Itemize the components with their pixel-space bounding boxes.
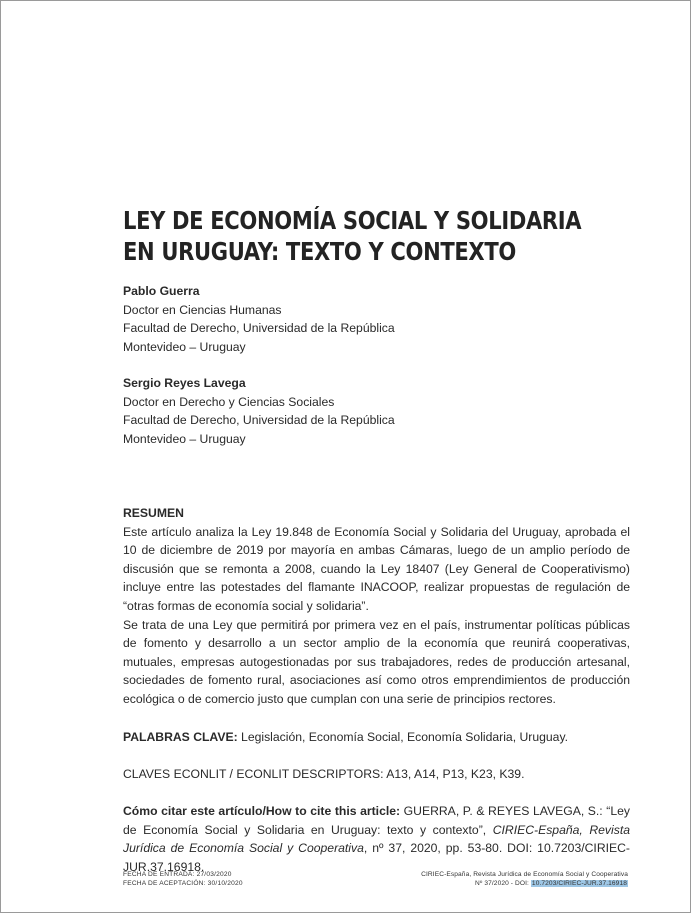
abstract-paragraph-1: Este artículo analiza la Ley 19.848 de Economía Social y Solidaria del Uruguay, aprobada el 10 de diciembre de 2019 por mayoría en ambas Cámaras, luego de un amplio período de discusión que se remonta a 2008, cuando la Ley 18407 (Ley General de Cooperativismo) incluye entre las potestades del flamante INACOOP, realizar propuestas de regulación de “otras formas de economía social y solidaria”.: [123, 524, 630, 613]
footer-journal: [421, 870, 628, 888]
accepted-date: FECHA DE ACEPTACIÓN: 30/10/2020: [123, 880, 243, 887]
author-institution: Facultad de Derecho, Universidad de la República: [123, 413, 395, 427]
author-block-1: [123, 282, 643, 356]
author-block-2: [123, 374, 643, 448]
author-location: Montevideo – Uruguay: [123, 339, 246, 354]
keywords-label: PALABRAS CLAVE:: [123, 730, 238, 744]
author-degree: Doctor en Derecho y Ciencias Sociales: [123, 394, 335, 409]
econlit-descriptors: CLAVES ECONLIT / ECONLIT DESCRIPTORS: A13, A14, P13, K23, K39.: [123, 767, 525, 781]
issue-prefix: Nº 37/2020 - DOI:: [475, 880, 531, 887]
abstract-section: [123, 504, 630, 709]
author-location: Montevideo – Uruguay: [123, 431, 246, 446]
author-degree: Doctor en Ciencias Humanas: [123, 302, 282, 317]
citation-details: , nº 37, 2020, pp. 53-80. DOI: 10.7203/CIRIEC-JUR.37.16918.: [123, 841, 630, 874]
citation-journal: CIRIEC-España, Revista Jurídica de Economía Social y Cooperativa: [123, 822, 630, 856]
footer-dates: [123, 870, 243, 888]
journal-name: CIRIEC-España, Revista Jurídica de Economía Social y Cooperativa: [421, 871, 628, 878]
doi-link[interactable]: 10.7203/CIRIEC-JUR.37.16918: [531, 880, 627, 887]
author-institution: Facultad de Derecho, Universidad de la República: [123, 321, 395, 335]
keywords-text: Legislación, Economía Social, Economía Solidaria, Uruguay.: [241, 730, 569, 744]
article-title: [123, 205, 582, 267]
citation-authors: GUERRA, P. & REYES LAVEGA, S.: “Ley de Economía Social y Solidaria en Uruguay: texto y contexto”,: [123, 804, 630, 837]
author-name: Sergio Reyes Lavega: [123, 376, 246, 390]
author-name: Pablo Guerra: [123, 284, 200, 298]
citation: [123, 802, 630, 876]
citation-label: Cómo citar este artículo/How to cite this article:: [123, 804, 401, 818]
title-line-1: LEY DE ECONOMÍA SOCIAL Y SOLIDARIA: [123, 206, 582, 235]
received-date: FECHA DE ENTRADA: 27/03/2020: [123, 871, 232, 878]
abstract-paragraph-2: Se trata de una Ley que permitirá por primera vez en el país, instrumentar políticas públicas de fomento y desarrollo a un sector amplio de la economía que reunirá cooperativas, mutuales, empresas autogestionadas por sus trabajadores, redes de producción artesanal, sociedades de fomento rural, asociaciones así como otros emprendimientos de producción ecológica o de comercio justo que cumplan con una serie de principios rectores.: [123, 617, 630, 706]
keywords: [123, 728, 630, 747]
title-line-2: EN URUGUAY: TEXTO Y CONTEXTO: [123, 237, 516, 266]
abstract-heading: RESUMEN: [123, 506, 184, 520]
issue-doi-line: [421, 879, 628, 888]
